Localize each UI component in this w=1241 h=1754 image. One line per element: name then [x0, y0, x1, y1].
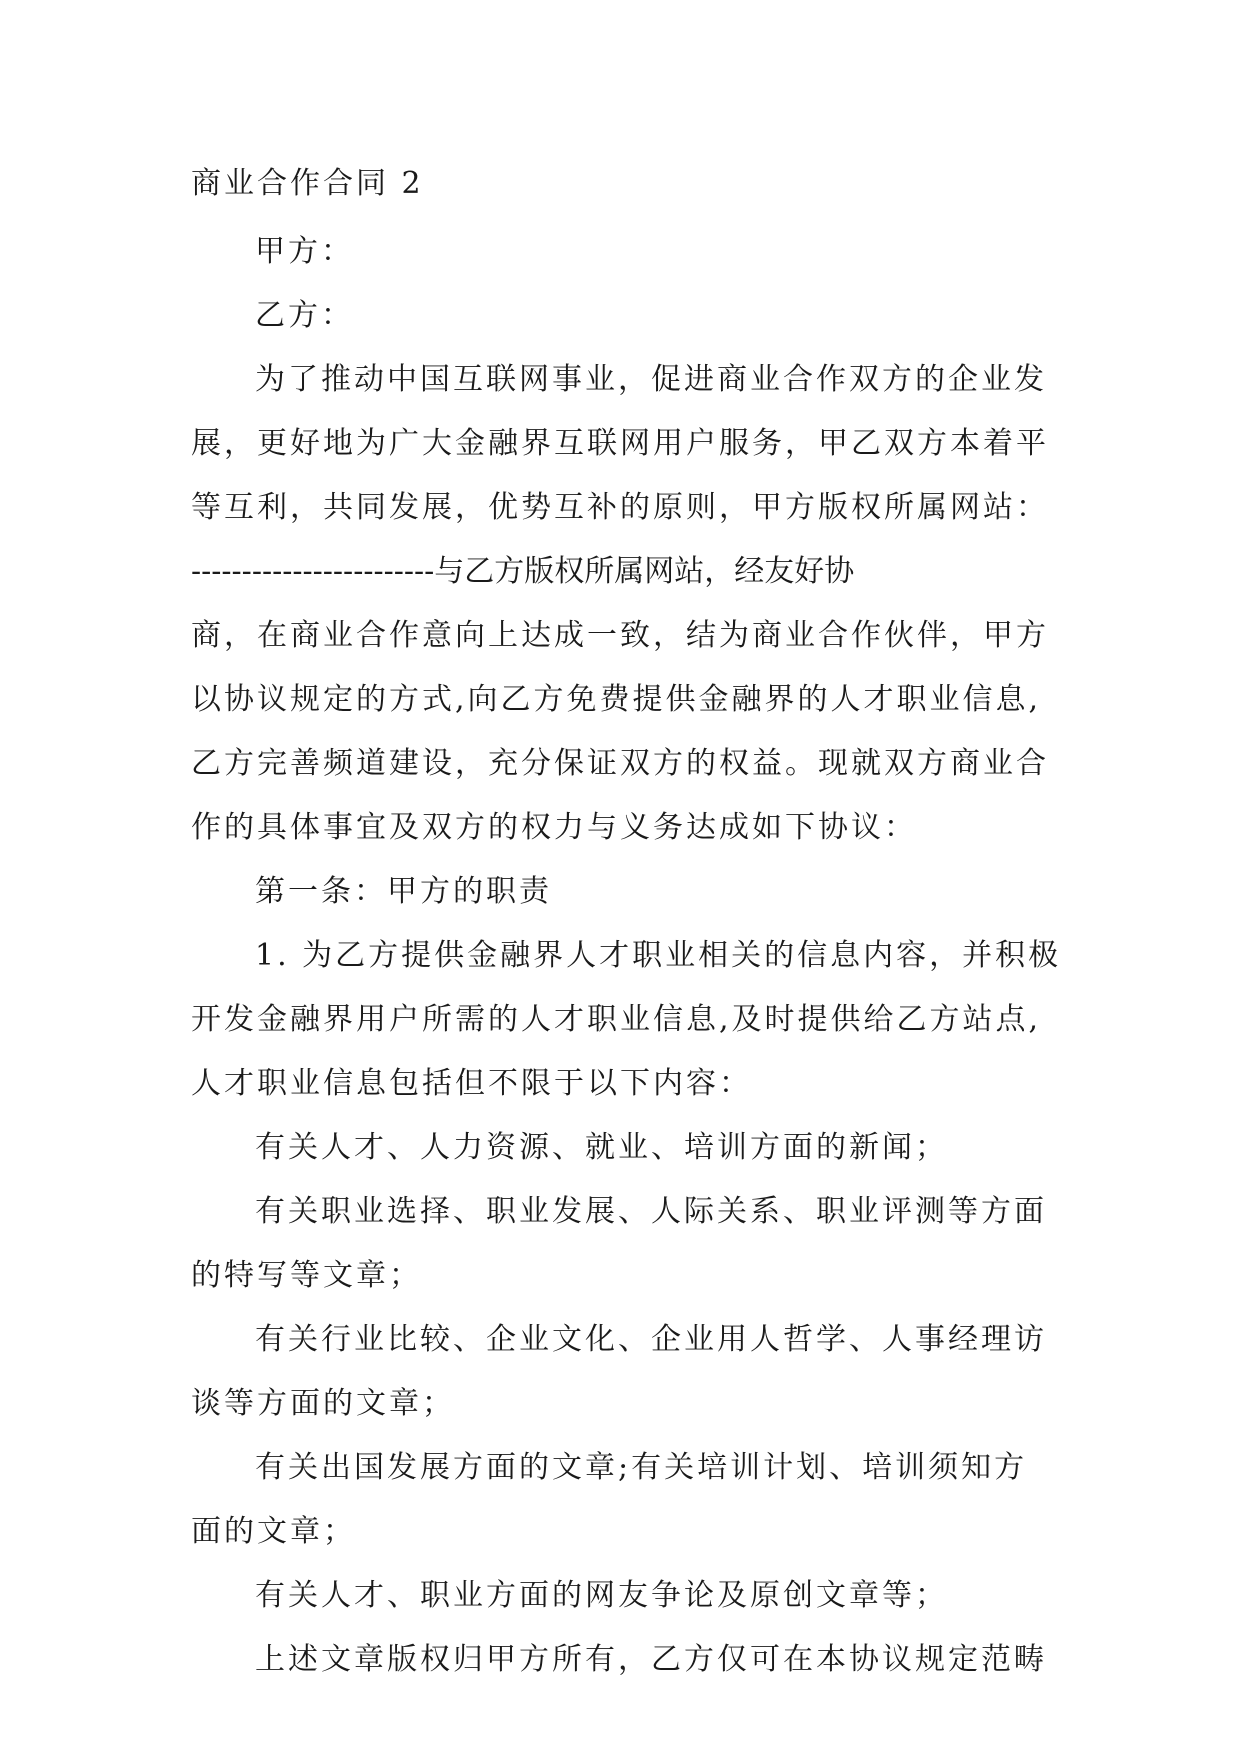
- document-body: [191, 160, 1062, 1692]
- paragraph-line: 作的具体事宜及双方的权力与义务达成如下协议：: [191, 810, 917, 845]
- party-b-line: 乙方：: [255, 298, 354, 333]
- list-item: 有关行业比较、企业文化、企业用人哲学、人事经理访: [255, 1322, 1047, 1357]
- paragraph-line: 商，在商业合作意向上达成一致，结为商业合作伙伴，甲方: [191, 618, 1049, 653]
- list-item: 面的文章；: [191, 1514, 356, 1549]
- paragraph-line: 展，更好地为广大金融界互联网用户服务，甲乙双方本着平: [191, 426, 1049, 461]
- paragraph-line: 为了推动中国互联网事业，促进商业合作双方的企业发: [255, 362, 1047, 397]
- list-item: 有关职业选择、职业发展、人际关系、职业评测等方面: [255, 1194, 1047, 1229]
- paragraph-line: 以协议规定的方式,向乙方免费提供金融界的人才职业信息,: [191, 682, 1042, 717]
- paragraph-line: 乙方完善频道建设，充分保证双方的权益。现就双方商业合: [191, 746, 1049, 781]
- party-a-line: 甲方：: [255, 234, 354, 269]
- paragraph-line: 等互利，共同发展，优势互补的原则，甲方版权所属网站：: [191, 490, 1049, 525]
- paragraph-line: 人才职业信息包括但不限于以下内容：: [191, 1066, 752, 1101]
- list-item: 谈等方面的文章；: [191, 1386, 455, 1421]
- list-item: 有关人才、人力资源、就业、培训方面的新闻；: [255, 1130, 948, 1165]
- section-heading: 第一条：甲方的职责: [255, 874, 552, 909]
- document-title: 商业合作合同 2: [191, 166, 424, 201]
- list-item: 有关出国发展方面的文章;有关培训计划、培训须知方: [255, 1450, 1028, 1485]
- paragraph-line: ------------------------与乙方版权所属网站，经友好协: [191, 554, 855, 589]
- paragraph-line: 上述文章版权归甲方所有，乙方仅可在本协议规定范畴: [255, 1642, 1047, 1677]
- paragraph-line: 开发金融界用户所需的人才职业信息,及时提供给乙方站点,: [191, 1002, 1042, 1037]
- list-item: 的特写等文章；: [191, 1258, 422, 1293]
- list-item: 有关人才、职业方面的网友争论及原创文章等；: [255, 1578, 948, 1613]
- paragraph-line: 1. 为乙方提供金融界人才职业相关的信息内容，并积极: [255, 938, 1062, 973]
